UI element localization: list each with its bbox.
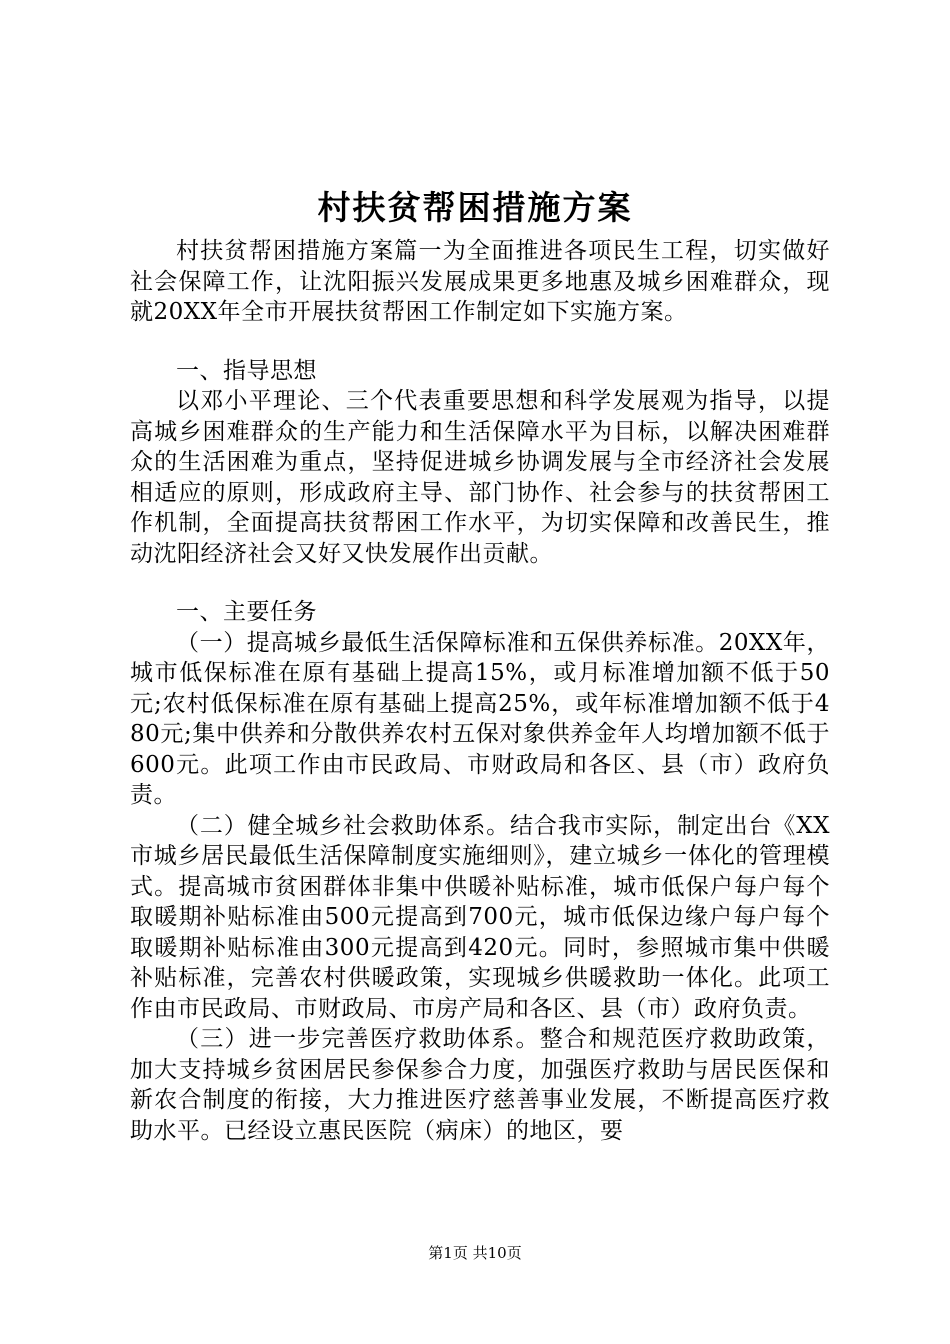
paragraph-gap [130,569,830,597]
task-item-3: （三）进一步完善医疗救助体系。整合和规范医疗救助政策，加大支持城乡贫困居民参保参合力度，加强医疗救助与居民医保和新农合制度的衔接，大力推进医疗慈善事业发展，不断提高医疗救助水平。已经设立惠民医院（病床）的地区，要 [130,1026,830,1144]
section-paragraph-guiding-ideology: 以邓小平理论、三个代表重要思想和科学发展观为指导，以提高城乡困难群众的生产能力和生活保障水平为目标，以解决困难群众的生活困难为重点，坚持促进城乡协调发展与全市经济社会发展相适应的原则，形成政府主导、部门协作、社会参与的扶贫帮困工作机制，全面提高扶贫帮困工作水平，为切实保障和改善民生，推动沈阳经济社会又好又快发展作出贡献。 [130,388,830,567]
document-title: 村扶贫帮困措施方案 [317,188,633,227]
paragraph-gap [130,328,830,356]
section-heading-main-tasks: 一、主要任务 [176,599,317,625]
page-number-footer: 第1页 共10页 [428,1244,522,1262]
task-item-1: （一）提高城乡最低生活保障标准和五保供养标准。20XX年，城市低保标准在原有基础上提高15%，或月标准增加额不低于50元;农村低保标准在原有基础上提高25%，或年标准增加额不低于480元;集中供养和分散供养农村五保对象供养金年人均增加额不低于600元。此项工作由市民政局、市财政局和各区、县（市）政府负责。 [130,629,830,808]
document-body [130,236,830,1146]
task-item-2: （二）健全城乡社会救助体系。结合我市实际，制定出台《XX市城乡居民最低生活保障制度实施细则》，建立城乡一体化的管理模式。提高城市贫困群体非集中供暖补贴标准，城市低保户每户每个取暖期补贴标准由500元提高到700元，城市低保边缘户每户每个取暖期补贴标准由300元提高到420元。同时，参照城市集中供暖补贴标准，完善农村供暖政策，实现城乡供暖救助一体化。此项工作由市民政局、市财政局、市房产局和各区、县（市）政府负责。 [130,812,830,1022]
intro-paragraph: 村扶贫帮困措施方案篇一为全面推进各项民生工程，切实做好社会保障工作，让沈阳振兴发展成果更多地惠及城乡困难群众，现就20XX年全市开展扶贫帮困工作制定如下实施方案。 [130,238,830,325]
section-heading-guiding-ideology: 一、指导思想 [176,357,317,384]
